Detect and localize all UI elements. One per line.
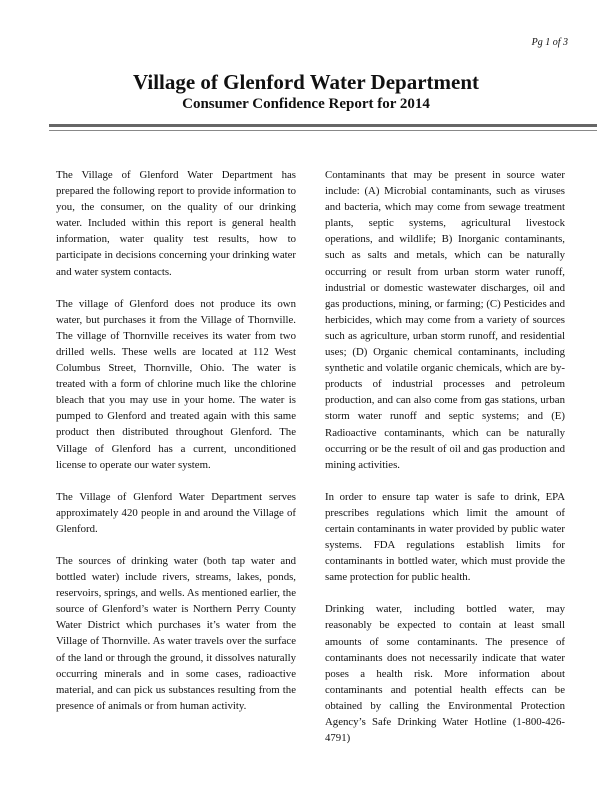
left-column (56, 167, 296, 730)
contaminants-paragraph: Contaminants that may be present in source water include: (A) Microbial contaminants, such as viruses and bacteria, which may come from sewage treatment plants, septic systems, agricultural livestock operations, and wildlife; B) Inorganic contaminants, such as salts and metals, which can be naturally occurring or result from urban storm water runoff, industrial or domestic wastewater discharges, oil and gas productions, mining, or farming; (C) Pesticides and herbicides, which may come from a variety of sources such as agriculture, urban storm runoff, and residential uses; (D) Organic chemical contaminants, including synthetic and volatile organic chemicals, which are by-products of industrial processes and petroleum production, and can also come from gas stations, urban storm water runoff and septic systems; and (E) Radioactive contaminants, which can be naturally occurring or be the result of oil and gas production and mining activities. (325, 169, 565, 471)
population-served-paragraph: The Village of Glenford Water Department serves approximately 420 people in and around the Village of Glenford. (56, 490, 296, 535)
document-title: Village of Glenford Water Department (132, 70, 480, 94)
right-column (325, 167, 565, 762)
epa-regulations-paragraph: In order to ensure tap water is safe to drink, EPA prescribes regulations which limit the amount of certain contaminants in water provided by public water systems. FDA regulations establish limits for contaminants in bottled water, which must provide the same protection for public health. (325, 490, 565, 584)
document-subtitle: Consumer Confidence Report for 2014 (182, 96, 430, 112)
water-source-paragraph: The village of Glenford does not produce its own water, but purchases it from the Village of Thornville. The village of Thornville receives its water from two drilled wells. These wells are located at 112 West Columbus Street, Thornville, Ohio. The water is treated with a form of chlorine much like the chlorine bleach that you may use in your home. The water is pumped to Glenford and treated again with this same product then distributed throughout Glenford. The Village of Glenford has a current, unconditioned license to operate our water system. (56, 297, 296, 471)
health-risk-paragraph: Drinking water, including bottled water, may reasonably be expected to contain at least small amounts of some contaminants. The presence of contaminants does not necessarily indicate that water poses a health risk. More information about contaminants and potential health effects can be obtained by calling the Environmental Protection Agency’s Safe Drinking Water Hotline (1-800-426-4791) (325, 603, 565, 745)
header-divider-thin (49, 130, 597, 131)
header-divider-thick (49, 124, 597, 127)
page-indicator: Pg 1 of 3 (531, 37, 568, 48)
intro-paragraph: The Village of Glenford Water Department has prepared the following report to provide information to you, the consumer, on the quality of our drinking water. Included within this report is general health information, water quality test results, how to participate in decisions concerning your drinking water and water system contacts. (56, 169, 296, 278)
drinking-water-sources-paragraph: The sources of drinking water (both tap water and bottled water) include rivers, streams, lakes, ponds, reservoirs, springs, and wells. As mentioned earlier, the source of Glenford’s water is Northern Perry County Water District which purchases it’s water from the Village of Thornville. As water travels over the surface of the land or through the ground, it dissolves naturally occurring minerals and in some cases, radioactive material, and can pick us substances resulting from the presence of animals or from human activity. (56, 554, 296, 712)
